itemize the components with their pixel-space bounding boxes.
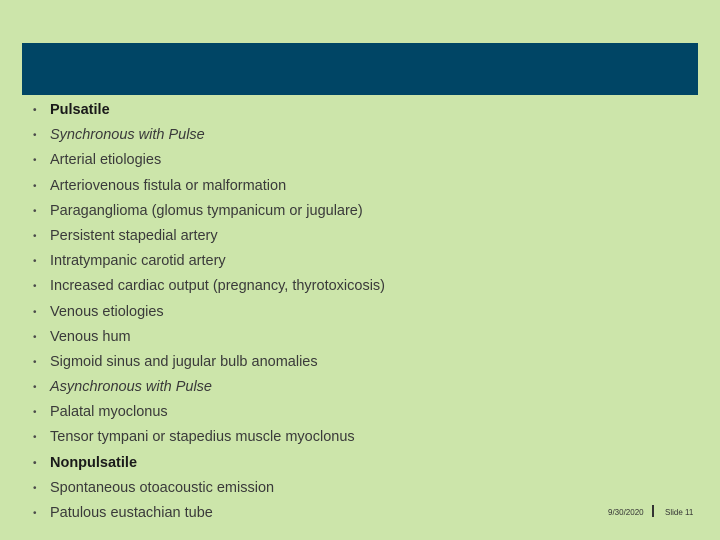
footer-date: 9/30/2020 <box>608 508 644 517</box>
bullet-dot-icon: • <box>33 155 37 167</box>
bullet-text: Venous hum <box>50 328 131 345</box>
bullet-item <box>0 98 600 123</box>
bullet-dot-icon: • <box>33 382 37 394</box>
bullet-dot-icon: • <box>33 105 37 116</box>
bullet-text: Arteriovenous fistula or malformation <box>50 177 287 194</box>
bullet-text: Venous etiologies <box>50 303 164 320</box>
bullet-text: Spontaneous otoacoustic emission <box>50 479 275 496</box>
bullet-dot-icon: • <box>33 482 37 494</box>
bullet-text: Paraganglioma (glomus tympanicum or jugulare) <box>50 202 363 219</box>
bullet-text: Patulous eustachian tube <box>50 505 213 521</box>
bullet-dot-icon: • <box>33 508 37 519</box>
bullet-dot-icon: • <box>33 457 37 469</box>
bullet-item <box>0 476 600 501</box>
bullet-text: Asynchronous with Pulse <box>50 379 212 396</box>
bullet-text: Palatal myoclonus <box>50 404 168 421</box>
title-bar <box>22 43 698 95</box>
bullet-dot-icon: • <box>33 130 37 142</box>
bullet-dot-icon: • <box>33 230 37 242</box>
bullet-item <box>0 400 600 425</box>
bullet-item <box>0 123 600 148</box>
bullet-dot-icon: • <box>33 281 37 293</box>
bullet-dot-icon: • <box>33 432 37 444</box>
bullet-text: Tensor tympani or stapedius muscle myoclonus <box>50 429 355 446</box>
bullet-item <box>0 174 600 199</box>
bullet-item <box>0 300 600 325</box>
bullet-text: Increased cardiac output (pregnancy, thyrotoxicosis) <box>50 278 386 295</box>
bullet-item <box>0 375 600 400</box>
bullet-item <box>0 249 600 274</box>
bullet-item <box>0 148 600 173</box>
bullet-item <box>0 350 600 375</box>
bullet-item <box>0 425 600 450</box>
bullet-list <box>0 98 600 526</box>
bullet-item <box>0 199 600 224</box>
bullet-text: Persistent stapedial artery <box>50 227 218 244</box>
bullet-item <box>0 501 600 526</box>
bullet-text: Nonpulsatile <box>50 454 138 471</box>
bullet-dot-icon: • <box>33 356 37 368</box>
bullet-dot-icon: • <box>33 180 37 192</box>
footer-separator <box>652 505 654 517</box>
bullet-dot-icon: • <box>33 205 37 217</box>
bullet-item <box>0 274 600 299</box>
bullet-text: Synchronous with Pulse <box>50 127 205 144</box>
bullet-item <box>0 451 600 476</box>
bullet-item <box>0 224 600 249</box>
bullet-text: Arterial etiologies <box>50 152 162 169</box>
footer-slide-number: Slide 11 <box>665 508 694 517</box>
bullet-text: Sigmoid sinus and jugular bulb anomalies <box>50 353 318 370</box>
bullet-text: Pulsatile <box>50 102 110 118</box>
bullet-item <box>0 325 600 350</box>
bullet-dot-icon: • <box>33 331 37 343</box>
bullet-dot-icon: • <box>33 306 37 318</box>
bullet-dot-icon: • <box>33 256 37 268</box>
bullet-text: Intratympanic carotid artery <box>50 253 226 270</box>
bullet-dot-icon: • <box>33 407 37 419</box>
